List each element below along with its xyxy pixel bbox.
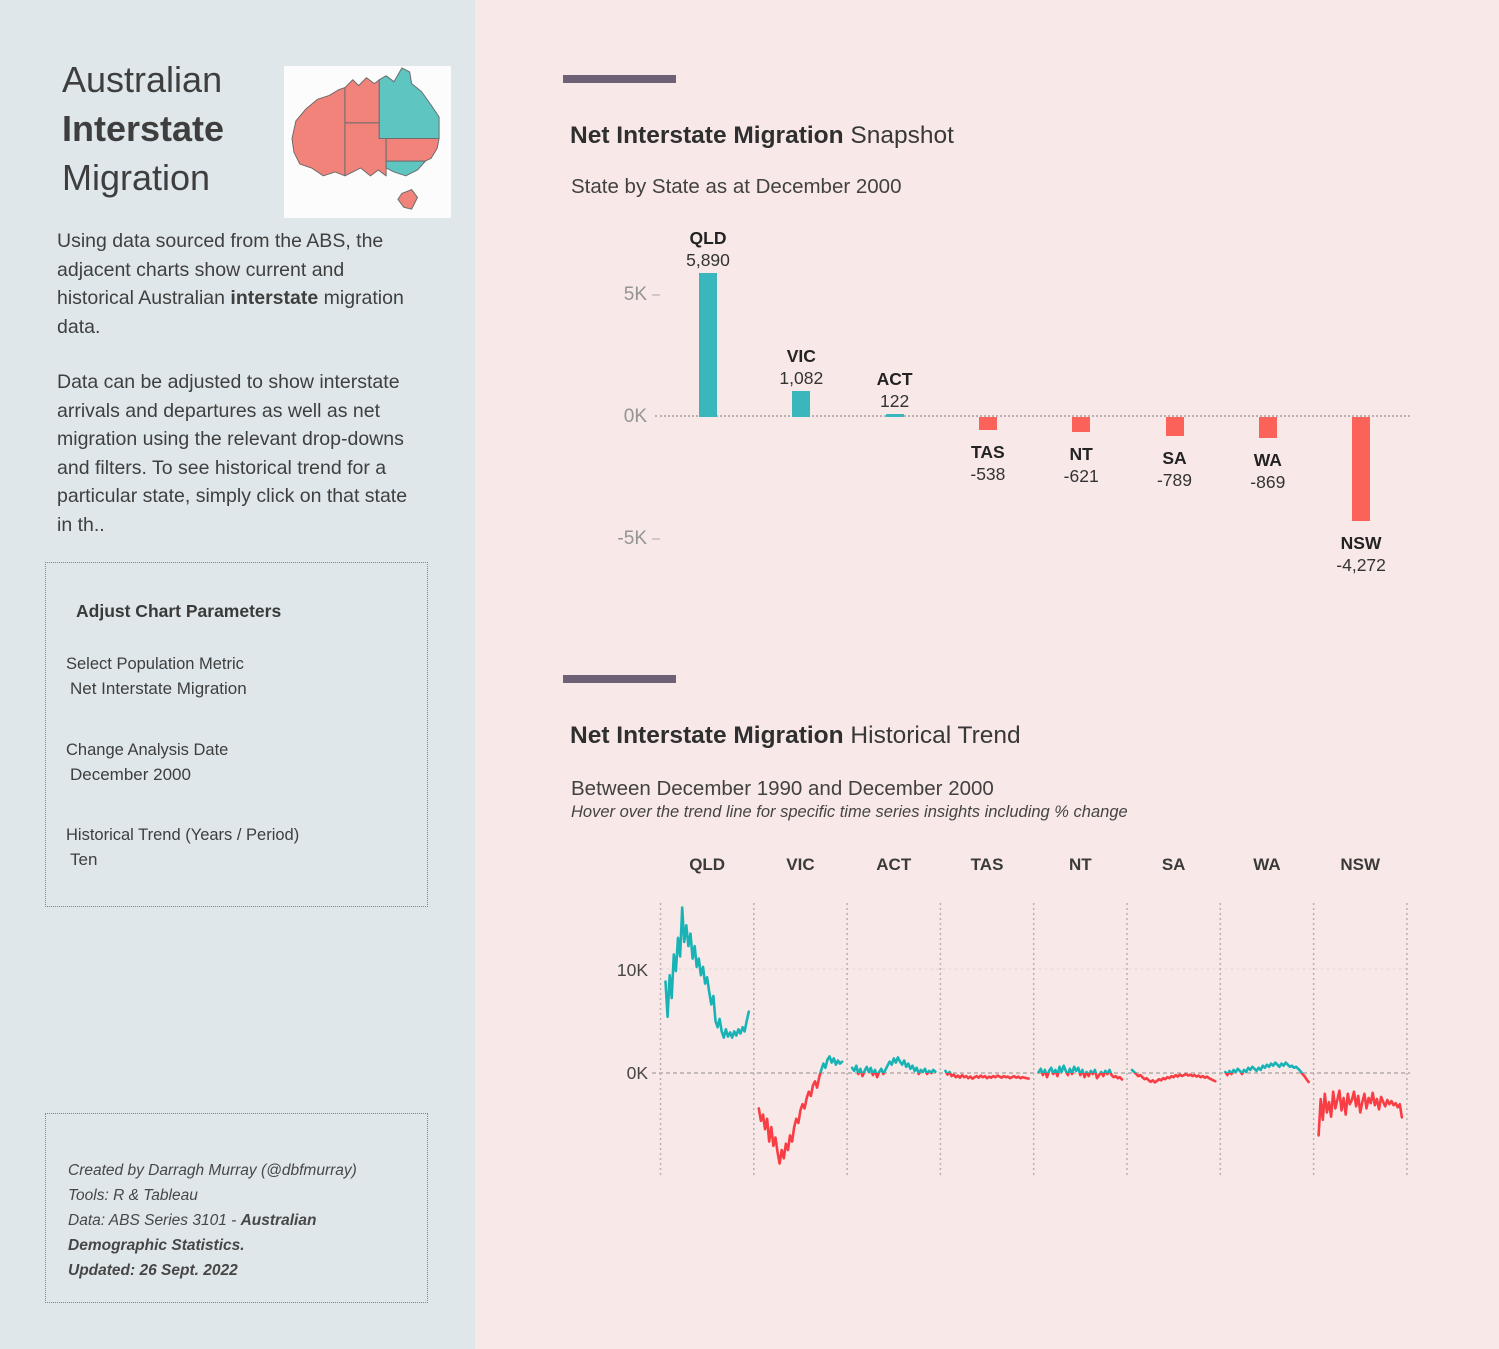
trend-line-chart[interactable] xyxy=(650,850,1425,1195)
bar-label-sa: SA xyxy=(1162,448,1187,469)
bar-value-wa: -869 xyxy=(1250,472,1286,493)
australia-map-svg xyxy=(284,66,451,218)
bar-label-tas: TAS xyxy=(971,442,1005,463)
snapshot-ytick-neg5k: -5K xyxy=(617,528,647,549)
title-line-2: Interstate xyxy=(62,108,225,149)
credits-data-source-bold: Australian Demographic Statistics. xyxy=(68,1212,317,1254)
bar-value-sa: -789 xyxy=(1156,470,1193,491)
bar-value-qld: 5,890 xyxy=(686,250,730,271)
trend-title: Net Interstate Migration Historical Trend xyxy=(570,722,1021,749)
trend-header-nsw[interactable]: NSW xyxy=(1340,855,1381,874)
bar-value-nsw: -4,272 xyxy=(1336,555,1386,576)
map-state-nsw[interactable] xyxy=(386,139,439,162)
credits-panel xyxy=(45,1113,428,1303)
bar-vic[interactable] xyxy=(792,391,810,417)
bar-tas[interactable] xyxy=(979,417,997,430)
bar-label-nt: NT xyxy=(1069,444,1093,465)
snapshot-axis-tick xyxy=(652,294,660,296)
trend-line-sa[interactable] xyxy=(1132,1070,1215,1083)
title-line-1: Australian xyxy=(62,59,223,100)
trend-line-tas[interactable] xyxy=(945,1071,1028,1079)
trend-header-vic[interactable]: VIC xyxy=(786,855,815,874)
trend-ytick-0k: 0K xyxy=(626,1063,648,1083)
bar-value-act: 122 xyxy=(879,391,910,411)
bar-value-tas: -538 xyxy=(970,464,1006,485)
snapshot-zero-gridline xyxy=(655,415,1410,417)
map-state-wa[interactable] xyxy=(292,88,345,176)
parameters-panel xyxy=(45,562,428,907)
bar-nsw[interactable] xyxy=(1352,417,1370,521)
snapshot-accent-bar xyxy=(563,75,676,83)
historical-trend-label: Historical Trend (Years / Period) xyxy=(66,826,300,844)
trend-header-qld[interactable]: QLD xyxy=(689,855,726,874)
trend-series-lines[interactable] xyxy=(666,908,1402,1164)
parameters-heading: Adjust Chart Parameters xyxy=(76,601,282,621)
bar-act[interactable] xyxy=(886,414,904,417)
bar-qld[interactable] xyxy=(699,273,717,417)
bar-label-nsw: NSW xyxy=(1340,533,1382,554)
title-line-3: Migration xyxy=(62,157,211,198)
map-state-vic[interactable] xyxy=(386,161,425,176)
bar-label-vic: VIC xyxy=(786,345,816,366)
snapshot-axis-tick xyxy=(652,538,660,540)
bar-value-nt: -621 xyxy=(1063,466,1099,487)
bar-sa[interactable] xyxy=(1166,417,1184,436)
snapshot-subtitle: State by State as at December 2000 xyxy=(571,175,902,198)
trend-accent-bar xyxy=(563,675,676,683)
bar-label-wa: WA xyxy=(1253,450,1282,471)
bar-value-vic: 1,082 xyxy=(779,367,824,388)
trend-header-act[interactable]: ACT xyxy=(876,855,912,874)
intro-paragraph-2: Data can be adjusted to show interstate arrivals and departures as well as net migration using the relevant drop-downs and filters. To see historical trend for a particular state, simply click on that state in th.. xyxy=(57,371,408,536)
sidebar xyxy=(0,0,475,1349)
trend-ytick-10k: 10K xyxy=(616,960,648,980)
trend-header-sa[interactable]: SA xyxy=(1161,855,1186,874)
trend-hover-note: Hover over the trend line for specific time series insights including % change xyxy=(571,803,1128,821)
trend-header-wa[interactable]: WA xyxy=(1253,855,1281,874)
dashboard-title xyxy=(62,55,224,202)
population-metric-dropdown[interactable]: Net Interstate Migration xyxy=(70,679,247,698)
bar-nt[interactable] xyxy=(1072,417,1090,432)
trend-line-nsw[interactable] xyxy=(1319,1091,1402,1136)
main-content xyxy=(475,0,1499,1349)
historical-trend-dropdown[interactable]: Ten xyxy=(70,850,98,869)
trend-gridlines xyxy=(652,903,1410,1178)
trend-line-qld[interactable] xyxy=(666,908,749,1038)
snapshot-title: Net Interstate Migration Snapshot xyxy=(570,122,954,149)
intro-paragraph-1: Using data sourced from the ABS, the adjacent charts show current and historical Australian interstate migration data. xyxy=(57,230,404,338)
analysis-date-label: Change Analysis Date xyxy=(66,741,229,759)
trend-subtitle: Between December 1990 and December 2000 xyxy=(571,777,994,800)
analysis-date-dropdown[interactable]: December 2000 xyxy=(70,765,191,784)
credits-author: Created by Darragh Murray (@dbfmurray) xyxy=(68,1162,357,1179)
credits-data-source: Data: ABS Series 3101 - xyxy=(68,1212,241,1229)
map-state-qld[interactable] xyxy=(379,68,439,139)
map-state-tas[interactable] xyxy=(398,190,418,210)
bar-wa[interactable] xyxy=(1259,417,1277,438)
credits-tools: Tools: R & Tableau xyxy=(68,1187,198,1204)
australia-map xyxy=(284,66,451,218)
credits-text xyxy=(68,1158,408,1283)
trend-header-tas[interactable]: TAS xyxy=(970,855,1004,874)
bar-label-qld: QLD xyxy=(689,228,727,249)
population-metric-label: Select Population Metric xyxy=(66,655,244,673)
map-state-nt[interactable] xyxy=(345,78,379,123)
bar-label-act: ACT xyxy=(876,369,913,389)
snapshot-ytick-0k: 0K xyxy=(623,406,647,427)
trend-line-qld[interactable] xyxy=(666,908,749,1038)
snapshot-ytick-5k: 5K xyxy=(623,284,647,305)
trend-header-nt[interactable]: NT xyxy=(1069,855,1092,874)
credits-updated: Updated: 26 Sept. 2022 xyxy=(68,1262,238,1279)
